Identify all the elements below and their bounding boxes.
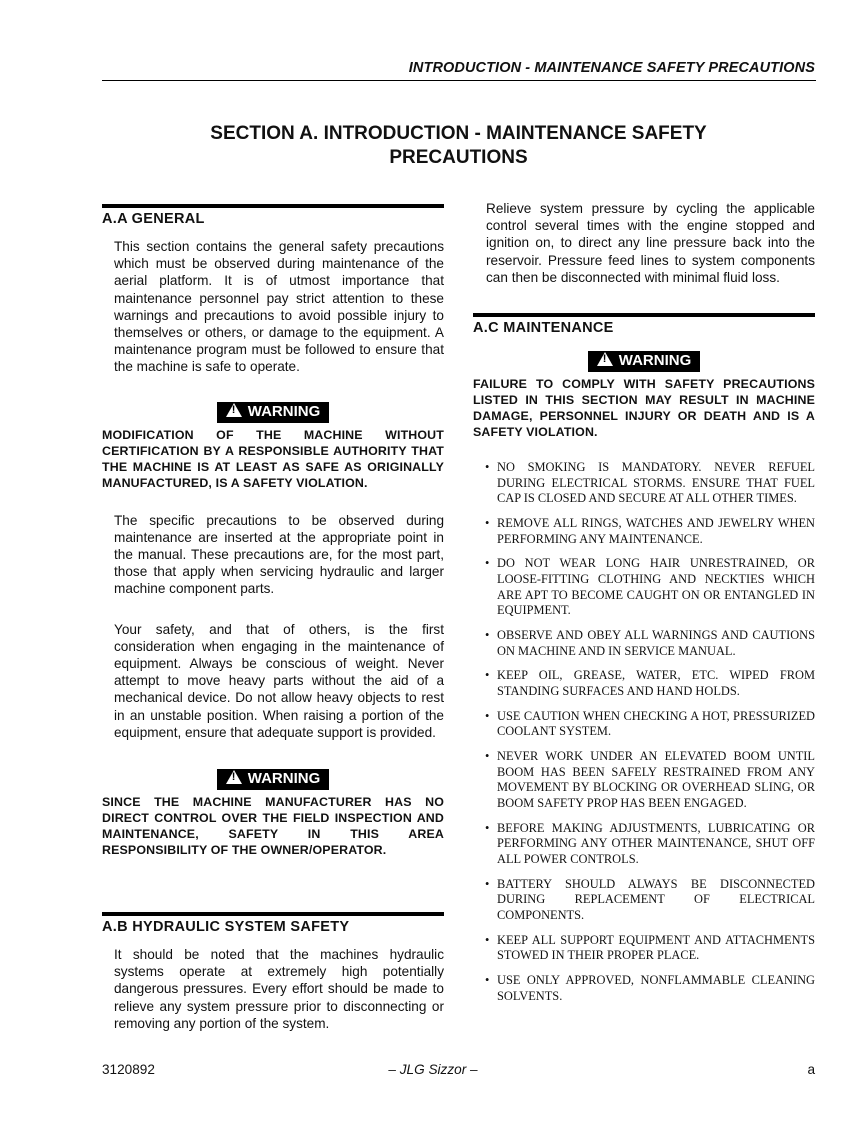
warning-triangle-icon xyxy=(226,770,242,784)
list-item: • DO NOT WEAR LONG HAIR UNRESTRAINED, OR LOOSE-FITTING CLOTHING AND NECKTIES WHICH ARE APT TO BECOME CAUGHT ON OR ENTANGLED IN EQUIPMENT. xyxy=(485,556,815,618)
warning-triangle-icon xyxy=(226,403,242,417)
warning-text-1: MODIFICATION OF THE MACHINE WITHOUT CERTIFICATION BY A RESPONSIBLE AUTHORITY THAT THE MACHINE IS AT LEAST AS SAFE AS ORIGINALLY MANUFACTURED, IS A SAFETY VIOLATION. xyxy=(102,427,444,490)
list-item: • USE ONLY APPROVED, NONFLAMMABLE CLEANING SOLVENTS. xyxy=(485,972,815,1003)
warning-badge xyxy=(217,769,330,790)
section-rule xyxy=(102,912,444,916)
general-heading: A.A GENERAL xyxy=(102,211,205,227)
hydraulic-paragraph-2: Relieve system pressure by cycling the applicable control several times with the engine stopped and ignition on, to direct any line pressure back into the reservoir. Pressure feed lines to system components can then be disconnected with minimal fluid loss. xyxy=(486,201,815,285)
section-title-line1: SECTION A. INTRODUCTION - MAINTENANCE SAFETY xyxy=(210,123,707,144)
hydraulic-heading: A.B HYDRAULIC SYSTEM SAFETY xyxy=(102,919,350,935)
list-item: • KEEP OIL, GREASE, WATER, ETC. WIPED FROM STANDING SURFACES AND HAND HOLDS. xyxy=(485,668,815,698)
footer-document-number: 3120892 xyxy=(102,1062,155,1077)
list-item: • OBSERVE AND OBEY ALL WARNINGS AND CAUTIONS ON MACHINE AND IN SERVICE MANUAL. xyxy=(485,627,815,658)
general-paragraph-2: The specific precautions to be observed during maintenance are inserted at the appropriate point in the manual. These precautions are, for the most part, those that apply when servicing hydraulic and larger machine component parts. xyxy=(114,512,444,597)
list-item: • REMOVE ALL RINGS, WATCHES AND JEWELRY WHEN PERFORMING ANY MAINTENANCE. xyxy=(485,515,815,546)
warning-block-3 xyxy=(473,351,815,372)
list-item: • KEEP ALL SUPPORT EQUIPMENT AND ATTACHMENTS STOWED IN THEIR PROPER PLACE. xyxy=(485,932,815,963)
maintenance-section xyxy=(473,313,815,1013)
list-item: • BEFORE MAKING ADJUSTMENTS, LUBRICATING OR PERFORMING ANY OTHER MAINTENANCE, SHUT OFF ALL POWER CONTROLS. xyxy=(485,820,815,866)
section-title xyxy=(102,122,815,170)
warning-badge xyxy=(217,402,330,423)
list-item: • NO SMOKING IS MANDATORY. NEVER REFUEL DURING ELECTRICAL STORMS. ENSURE THAT FUEL CAP IS CLOSED AND SECURE AT ALL OTHER TIMES. xyxy=(485,460,815,506)
section-rule xyxy=(473,313,815,317)
left-column xyxy=(102,204,444,858)
general-paragraph-3: Your safety, and that of others, is the first consideration when engaging in the maintenance of equipment. Always be conscious of weight. Never attempt to move heavy parts without the aid of a mechanical device. Do not allow heavy objects to rest in an unstable position. When raising a portion of the equipment, ensure that adequate support is provided. xyxy=(114,621,444,740)
general-paragraph-1: This section contains the general safety precautions which must be observed during maintenance of the aerial platform. It is of utmost importance that maintenance personnel pay strict attention to these warnings and precautions to avoid possible injury to themselves or others, or damage to the equipment. A maintenance program must be followed to ensure that the machine is safe to operate. xyxy=(114,239,444,375)
warning-badge xyxy=(588,351,701,372)
list-item: • USE CAUTION WHEN CHECKING A HOT, PRESSURIZED COOLANT SYSTEM. xyxy=(485,708,815,739)
footer-title: – JLG Sizzor – xyxy=(388,1062,478,1077)
section-rule xyxy=(102,204,444,208)
list-item: • BATTERY SHOULD ALWAYS BE DISCONNECTED DURING REPLACEMENT OF ELECTRICAL COMPONENTS. xyxy=(485,876,815,922)
warning-block-1 xyxy=(102,402,444,423)
footer-page-number: a xyxy=(807,1062,815,1077)
warning-label: WARNING xyxy=(247,402,321,420)
maintenance-precautions-list xyxy=(483,460,815,1004)
warning-triangle-icon xyxy=(597,352,613,366)
warning-block-2 xyxy=(102,769,444,790)
hydraulic-section xyxy=(102,912,444,1032)
warning-label: WARNING xyxy=(247,770,321,788)
header-divider xyxy=(102,80,816,81)
warning-label: WARNING xyxy=(618,352,692,369)
maintenance-heading: A.C MAINTENANCE xyxy=(473,320,614,336)
hydraulic-paragraph-1: It should be noted that the machines hydraulic systems operate at extremely high potentially dangerous pressures. Every effort should be made to relieve any system pressure prior to disconnecting or removing any portion of the system. xyxy=(114,947,444,1031)
warning-text-2: SINCE THE MACHINE MANUFACTURER HAS NO DIRECT CONTROL OVER THE FIELD INSPECTION AND MAINTENANCE, SAFETY IN THIS AREA RESPONSIBILITY OF THE OWNER/OPERATOR. xyxy=(102,795,444,858)
page-header-title: INTRODUCTION - MAINTENANCE SAFETY PRECAUTIONS xyxy=(408,60,815,76)
hydraulic-paragraph-2-block xyxy=(486,200,815,286)
warning-text-3: FAILURE TO COMPLY WITH SAFETY PRECAUTIONS LISTED IN THIS SECTION MAY RESULT IN MACHINE DAMAGE, PERSONNEL INJURY OR DEATH AND IS A SAFETY VIOLATION. xyxy=(473,377,815,439)
section-title-line2: PRECAUTIONS xyxy=(389,147,528,168)
list-item: • NEVER WORK UNDER AN ELEVATED BOOM UNTIL BOOM HAS BEEN SAFELY RESTRAINED FROM ANY MOVEMENT BY BLOCKING OR OVERHEAD SLING, OR BOOM SAFETY PROP HAS BEEN ENGAGED. xyxy=(485,749,815,810)
